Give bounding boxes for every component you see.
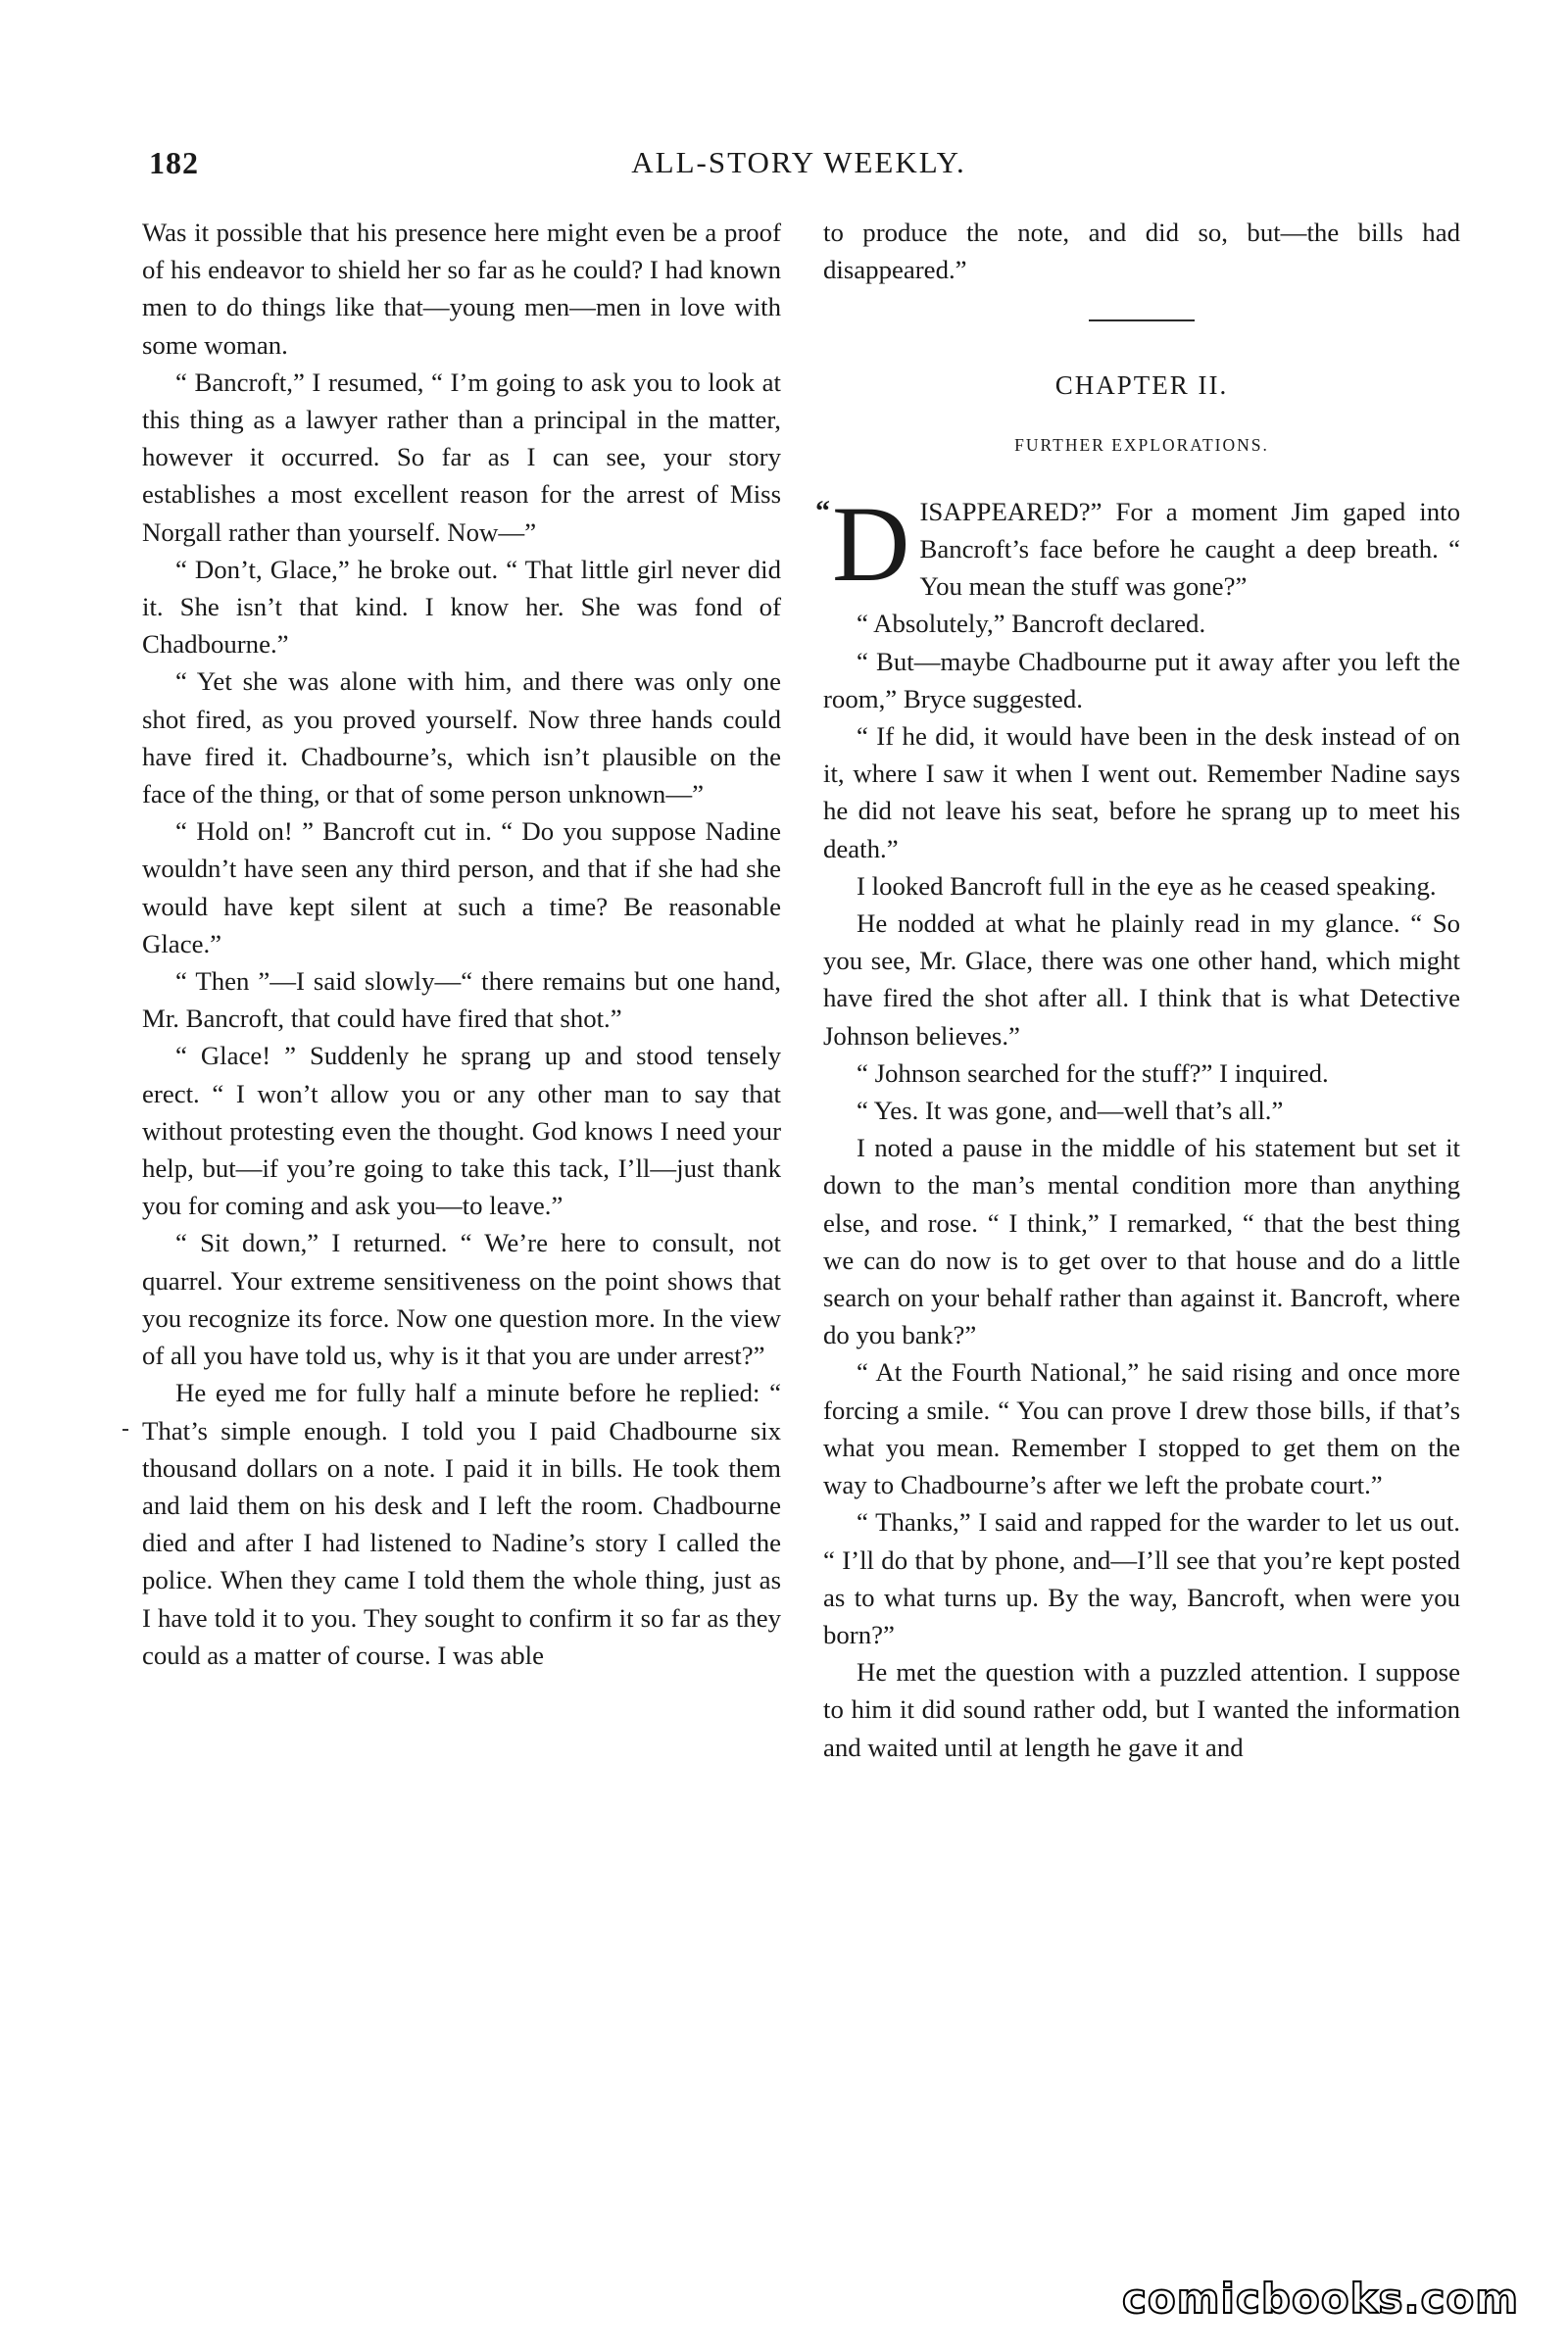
paragraph: “ Then ”—I said slowly—“ there remains but one hand, Mr. Bancroft, that could have fired that shot.”: [142, 966, 781, 1034]
paragraph: I noted a pause in the middle of his statement but set it down to the man’s mental condition more than anything else, and rose. “ I think,” I remarked, “ that the best thing we can do now is to get over to that house and do a little search on your behalf rather than against it. Bancroft, where do you bank?”: [823, 1133, 1460, 1350]
watermark-logo: comicbooks.com: [1122, 2275, 1519, 2323]
chapter-subtitle: FURTHER EXPLORATIONS.: [1014, 434, 1269, 455]
journal-title: ALL-STORY WEEKLY.: [631, 145, 966, 179]
paragraph: “ Hold on! ” Bancroft cut in. “ Do you suppose Nadine wouldn’t have seen any third person, and that if she had she would have kept silent at such a time? Be reasonable Glace.”: [142, 816, 781, 958]
paragraph: “ If he did, it would have been in the desk instead of on it, where I saw it when I went out. Remember Nadine says he did not leave his seat, before he sprang up to meet his death.”: [823, 721, 1460, 863]
opening-quote-mark: “: [815, 494, 830, 527]
paragraph: I looked Bancroft full in the eye as he ceased speaking.: [857, 870, 1437, 901]
paragraph: “ Don’t, Glace,” he broke out. “ That little girl never did it. She isn’t that kind. I know her. She was fond of Chadbourne.”: [142, 554, 781, 660]
paragraph: “ Thanks,” I said and rapped for the warder to let us out. “ I’ll do that by phone, and—I’ll see that you’re kept posted as to what turns up. By the way, Bancroft, when were you born?”: [823, 1507, 1460, 1649]
right-column: [815, 214, 1460, 1766]
paragraph: “ At the Fourth National,” he said rising and once more forcing a smile. “ You can prove I drew those bills, if that’s what you mean. Remember I stopped to get them on the way to Chadbourne’s after we left the probate court.”: [823, 1357, 1460, 1500]
paragraph: “ But—maybe Chadbourne put it away after you left the room,” Bryce suggested.: [823, 646, 1460, 713]
paragraph: He met the question with a puzzled attention. I suppose to him it did sound rather odd, but I wanted the information and waited until at length he gave it and: [823, 1657, 1460, 1762]
paragraph: Was it possible that his presence here might even be a proof of his endeavor to shield her so far as he could? I had known men to do things like that—young men—men in love with some woman.: [142, 218, 781, 360]
opening-text: ISAPPEARED?” For a moment Jim gaped into Bancroft’s face before he caught a deep breath. “ You mean the stuff was gone?”: [919, 496, 1460, 602]
paragraph: “ Johnson searched for the stuff?” I inquired.: [857, 1057, 1329, 1088]
left-column: [142, 214, 781, 1674]
paragraph: to produce the note, and did so, but—the bills had disappeared.”: [823, 218, 1460, 285]
paragraph: “ Sit down,” I returned. “ We’re here to consult, not quarrel. Your extreme sensitiveness on the point shows that you recognize its force. Now one question more. In the view of all you have told us, why is it that you are under arrest?”: [142, 1228, 781, 1371]
paragraph: “ Yes. It was gone, and—well that’s all.”: [857, 1096, 1284, 1126]
paragraph: He eyed me for fully half a minute before he replied: “ That’s simple enough. I told you I paid Chadbourne six thousand dollars on a note. I paid it in bills. He took them and laid them on his desk and I left the room. Chadbourne died and after I had listened to Nadine’s story I called the police. When they came I told them the whole thing, just as I have told it to you. They sought to confirm it so far as they could as a matter of course. I was able: [142, 1378, 781, 1670]
drop-cap: D: [832, 483, 910, 604]
paragraph: “ Glace! ” Suddenly he sprang up and stood tensely erect. “ I won’t allow you or any other man to say that without protesting even the thought. God knows I need your help, but—if you’re going to take this tack, I’ll—just thank you for coming and ask you—to leave.”: [142, 1041, 781, 1221]
chapter-title: CHAPTER II.: [1054, 370, 1229, 401]
paragraph: He nodded at what he plainly read in my glance. “ So you see, Mr. Glace, there was one other hand, which might have fired the shot after all. I think that is what Detective Johnson believes.”: [823, 908, 1460, 1051]
paragraph: “ Absolutely,” Bancroft declared.: [857, 609, 1206, 639]
section-divider: [1089, 319, 1195, 321]
running-head: [137, 145, 1460, 194]
chapter-opening-paragraph: [815, 483, 1460, 606]
paragraph: “ Bancroft,” I resumed, “ I’m going to ask you to look at this thing as a lawyer rather than a principal in the matter, however it occurred. So far as I can see, your story establishes a most excellent reason for the arrest of Miss Norgall rather than yourself. Now—”: [142, 367, 781, 547]
page-number: 182: [149, 145, 199, 180]
margin-mark: [122, 1429, 128, 1431]
paragraph: “ Yet she was alone with him, and there was only one shot fired, as you proved yourself. Now three hands could have fired it. Chadbourne’s, which isn’t plausible on the face of the thing, or that of some person unknown—”: [142, 666, 781, 809]
